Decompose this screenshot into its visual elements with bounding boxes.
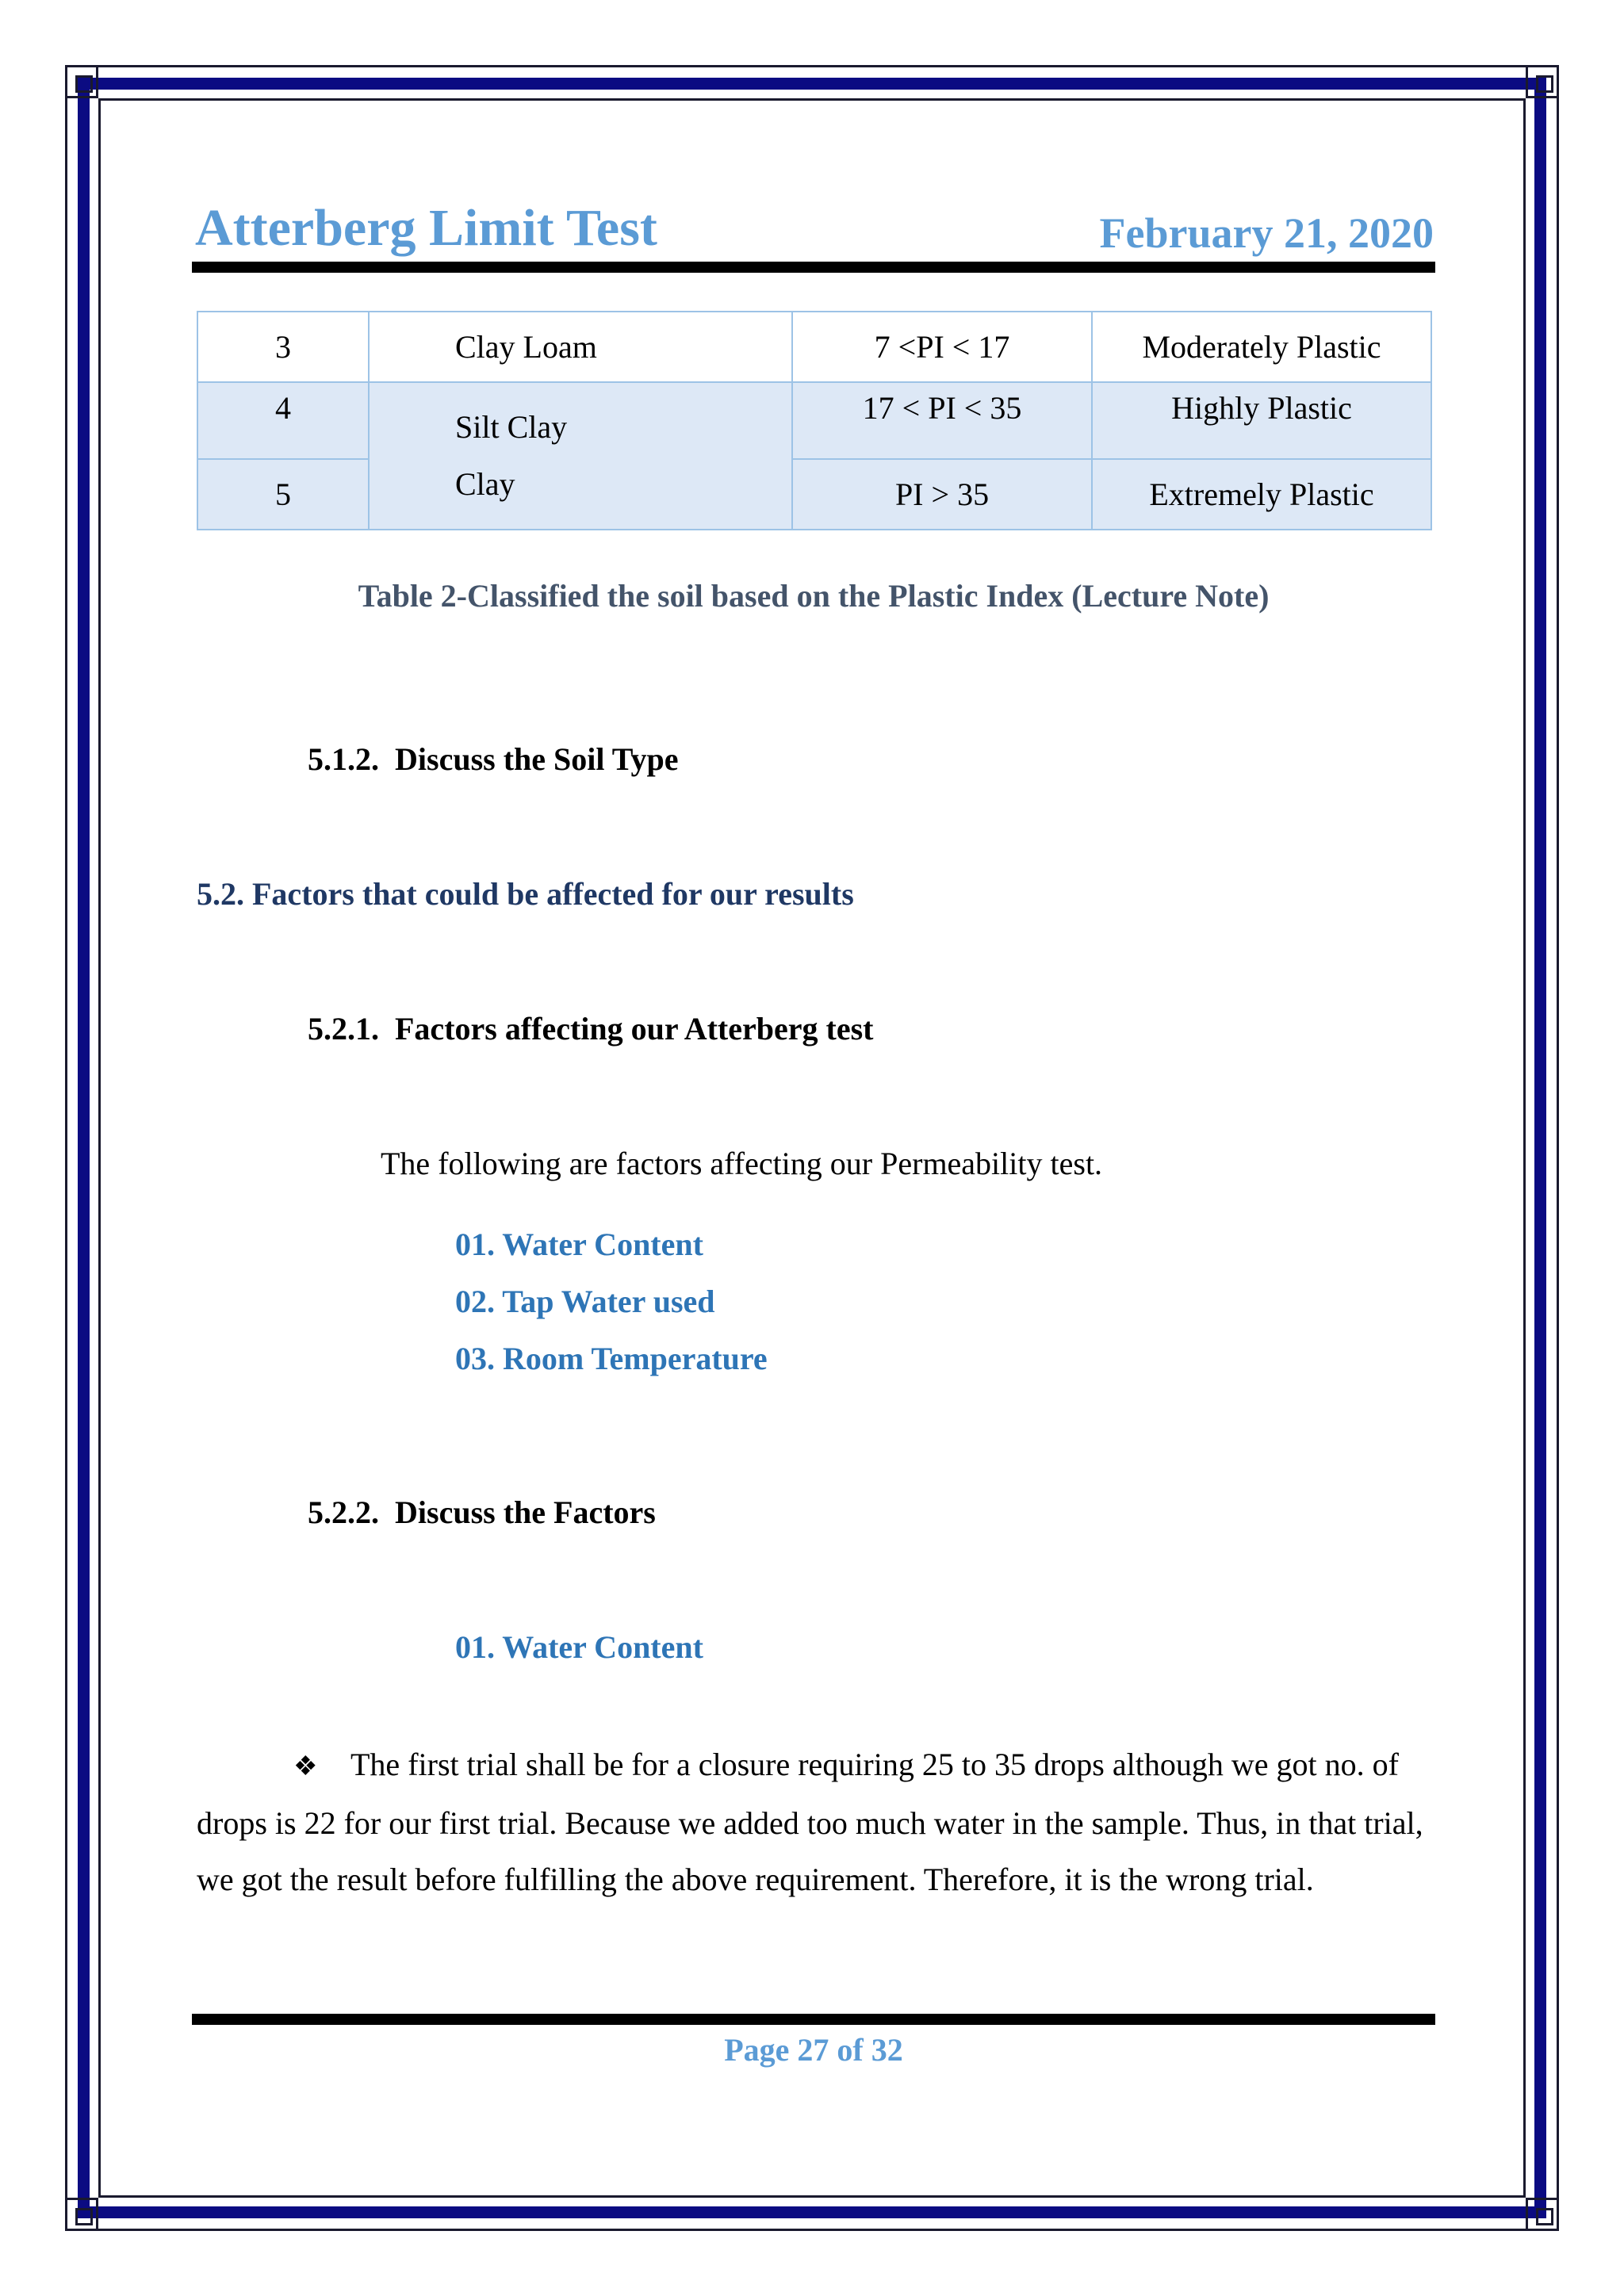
- heading-5-2: 5.2. Factors that could be affected for our results: [197, 876, 854, 912]
- list-item: 03. Room Temperature: [455, 1341, 768, 1376]
- corner-ornament-icon: [1526, 65, 1559, 98]
- discussion-text: The first trial shall be for a closure requiring 25 to 35 drops although we got no. of drops is 22 for our first trial. Because we added too much water in the sample. Thus, in that trial, we got the result before fulfilling the above requirement. Therefore, it is the wrong trial.: [197, 1747, 1423, 1897]
- corner-ornament-icon: [65, 2198, 98, 2231]
- heading-number: 5.1.2.: [308, 741, 379, 777]
- heading-number: 5.2.1.: [308, 1011, 379, 1047]
- table-cell-classification: Moderately Plastic: [1092, 312, 1431, 382]
- document-date: February 21, 2020: [1099, 209, 1434, 257]
- table-cell-number: 3: [197, 312, 369, 382]
- corner-ornament-icon: [1526, 2198, 1559, 2231]
- header-divider: [192, 262, 1435, 273]
- heading-5-2-2: [308, 1494, 656, 1531]
- corner-ornament-icon: [65, 65, 98, 98]
- table-caption: Table 2-Classified the soil based on the Plastic Index (Lecture Note): [358, 578, 1270, 614]
- heading-number: 5.2.2.: [308, 1494, 379, 1530]
- table-row: [197, 382, 1431, 459]
- diamond-bullet-icon: ❖: [293, 1752, 318, 1781]
- heading-text: Discuss the Soil Type: [395, 741, 679, 777]
- soil-type-silt-clay: Silt Clay: [455, 409, 568, 445]
- table-cell-pi-range: 17 < PI < 35: [792, 382, 1092, 459]
- heading-5-2-1: [308, 1010, 873, 1047]
- soil-type-clay: Clay: [455, 466, 515, 502]
- table-row: [197, 312, 1431, 382]
- document-title: Atterberg Limit Test: [195, 199, 657, 257]
- subheading-water-content: 01. Water Content: [455, 1629, 703, 1665]
- heading-text: Discuss the Factors: [395, 1494, 656, 1530]
- list-item: 01. Water Content: [455, 1226, 703, 1262]
- list-item: 02. Tap Water used: [455, 1284, 715, 1319]
- discussion-paragraph: [197, 1736, 1434, 1908]
- table-cell-number: 4: [197, 382, 369, 459]
- table-cell-soil-type: Clay Loam: [369, 312, 792, 382]
- factor-list: [455, 1223, 768, 1394]
- plasticity-table: [197, 311, 1432, 530]
- page-number: Page 27 of 32: [724, 2032, 903, 2068]
- footer-divider: [192, 2014, 1435, 2025]
- heading-5-1-2: [308, 740, 678, 778]
- page-header: [195, 197, 1434, 260]
- intro-paragraph: The following are factors affecting our Permeability test.: [381, 1146, 1103, 1181]
- table-cell-number: 5: [197, 459, 369, 530]
- table-cell-classification: Highly Plastic: [1092, 382, 1431, 459]
- table-cell-classification: Extremely Plastic: [1092, 459, 1431, 530]
- table-cell-soil-type: [369, 382, 792, 530]
- heading-text: Factors affecting our Atterberg test: [395, 1011, 874, 1047]
- table-cell-pi-range: 7 <PI < 17: [792, 312, 1092, 382]
- table-cell-pi-range: PI > 35: [792, 459, 1092, 530]
